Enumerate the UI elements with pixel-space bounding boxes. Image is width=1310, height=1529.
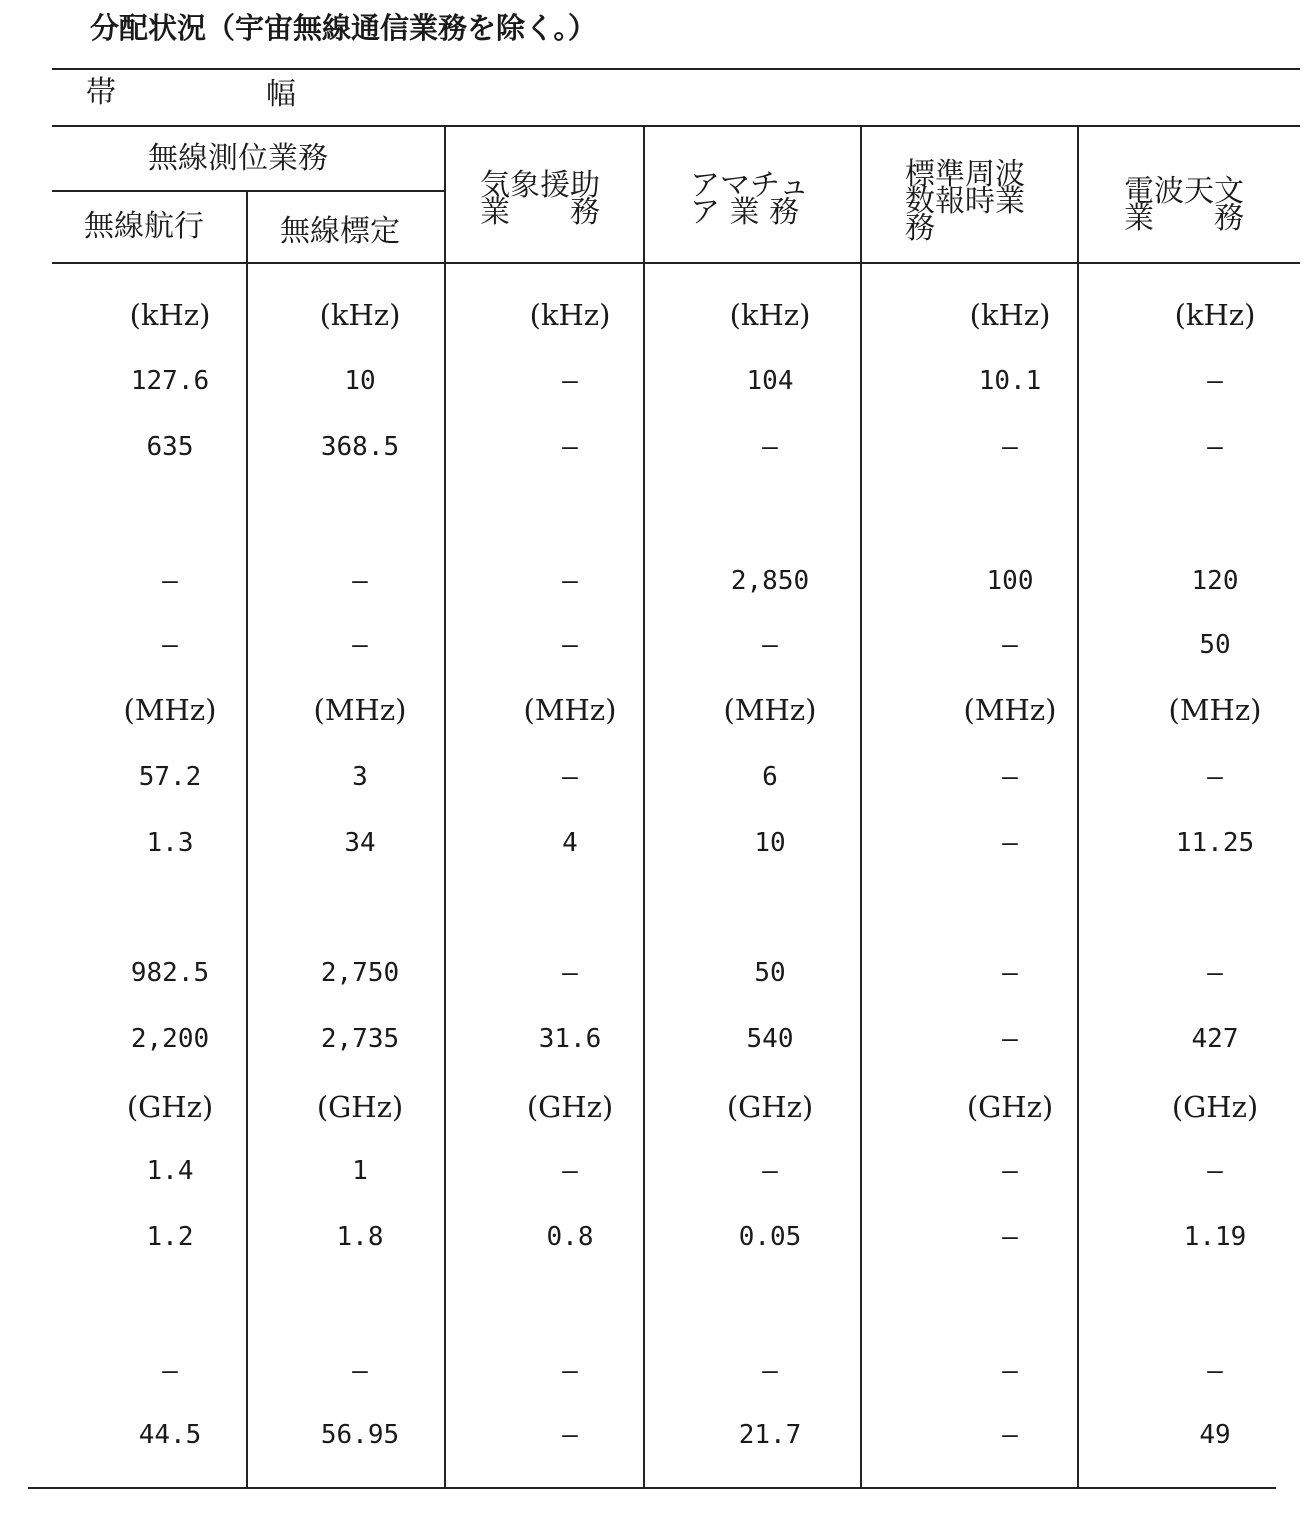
band-header-rule (52, 125, 1300, 127)
table-cell: 982.5 (130, 958, 210, 988)
unit-label: (kHz) (529, 298, 611, 332)
table-cell: 100 (986, 566, 1034, 596)
table-cell: 2,735 (320, 1024, 400, 1054)
table-cell: 44.5 (138, 1420, 202, 1450)
table-cell: — (1207, 762, 1223, 792)
unit-label: (MHz) (123, 693, 217, 727)
table-cell: — (1002, 762, 1018, 792)
table-cell: 0.8 (546, 1222, 594, 1252)
unit-label: (kHz) (129, 298, 211, 332)
header-bottom-rule (52, 262, 1300, 264)
table-cell: 2,750 (320, 958, 400, 988)
table-cell: — (1002, 958, 1018, 988)
table-cell: 10 (344, 366, 376, 396)
unit-label: (GHz) (316, 1090, 404, 1124)
band-label: 幅 (266, 77, 296, 112)
table-cell: — (1002, 1024, 1018, 1054)
table-cell: 31.6 (538, 1024, 602, 1054)
table-cell: — (1207, 958, 1223, 988)
column-divider (860, 127, 862, 1487)
table-cell: — (1002, 828, 1018, 858)
table-cell: 2,200 (130, 1024, 210, 1054)
radiodetermination-header: 無線測位業務 (148, 141, 328, 176)
page-title: 分配状況（宇宙無線通信業務を除く。） (90, 11, 597, 45)
unit-label: (MHz) (523, 693, 617, 727)
table-cell: — (352, 1356, 368, 1386)
table-cell: — (562, 566, 578, 596)
table-cell: — (352, 566, 368, 596)
unit-label: (MHz) (723, 693, 817, 727)
table-cell: — (162, 1356, 178, 1386)
table-cell: 1.8 (336, 1222, 384, 1252)
unit-label: (GHz) (526, 1090, 614, 1124)
table-cell: 10.1 (978, 366, 1042, 396)
table-cell: — (1002, 432, 1018, 462)
column-header: アマチュ ア 業 務 (690, 168, 810, 230)
unit-label: (kHz) (319, 298, 401, 332)
table-cell: — (562, 366, 578, 396)
table-cell: — (562, 762, 578, 792)
unit-label: (kHz) (969, 298, 1051, 332)
table-cell: 50 (754, 958, 786, 988)
table-cell: 49 (1199, 1420, 1231, 1450)
table-cell: 127.6 (130, 366, 210, 396)
table-cell: — (762, 630, 778, 660)
table-cell: — (1207, 366, 1223, 396)
table-cell: — (1002, 1420, 1018, 1450)
table-cell: — (562, 958, 578, 988)
table-cell: 635 (146, 432, 194, 462)
unit-label: (kHz) (1174, 298, 1256, 332)
table-cell: 10 (754, 828, 786, 858)
table-cell: 11.25 (1175, 828, 1255, 858)
unit-label: (GHz) (726, 1090, 814, 1124)
table-cell: — (562, 432, 578, 462)
table-cell: 0.05 (738, 1222, 802, 1252)
table-cell: 2,850 (730, 566, 810, 596)
column-header: 無線航行 (84, 209, 204, 244)
table-cell: 21.7 (738, 1420, 802, 1450)
unit-label: (GHz) (126, 1090, 214, 1124)
top-rule (52, 68, 1300, 70)
table-cell: 120 (1191, 566, 1239, 596)
table-cell: — (1207, 1356, 1223, 1386)
table-cell: — (162, 566, 178, 596)
column-header: 電波天文 業 務 (1124, 174, 1244, 236)
table-cell: 34 (344, 828, 376, 858)
table-bottom-rule (28, 1487, 1276, 1489)
table-cell: — (352, 630, 368, 660)
table-cell: — (762, 1356, 778, 1386)
column-header: 標準周波 数報時業 務 (905, 157, 1025, 246)
table-cell: — (562, 1420, 578, 1450)
unit-label: (GHz) (1171, 1090, 1259, 1124)
table-cell: — (1002, 1222, 1018, 1252)
column-header: 無線標定 (280, 214, 400, 249)
table-cell: 56.95 (320, 1420, 400, 1450)
table-cell: 540 (746, 1024, 794, 1054)
table-cell: — (562, 1156, 578, 1186)
table-cell: — (562, 630, 578, 660)
table-cell: — (1207, 1156, 1223, 1186)
table-cell: 57.2 (138, 762, 202, 792)
table-cell: — (762, 432, 778, 462)
column-divider (444, 127, 446, 1487)
table-cell: 1.4 (146, 1156, 194, 1186)
unit-label: (MHz) (313, 693, 407, 727)
table-cell: 1.3 (146, 828, 194, 858)
table-cell: — (1207, 432, 1223, 462)
table-cell: — (1002, 1356, 1018, 1386)
table-cell: — (762, 1156, 778, 1186)
unit-label: (GHz) (966, 1090, 1054, 1124)
table-cell: — (562, 1356, 578, 1386)
table-cell: 427 (1191, 1024, 1239, 1054)
table-cell: 1.19 (1183, 1222, 1247, 1252)
column-header: 気象援助 業 務 (480, 168, 600, 230)
table-cell: 1 (352, 1156, 368, 1186)
table-cell: — (162, 630, 178, 660)
table-cell: 3 (352, 762, 368, 792)
table-cell: 50 (1199, 630, 1231, 660)
unit-label: (kHz) (729, 298, 811, 332)
column-divider (1077, 127, 1079, 1487)
table-cell: 4 (562, 828, 578, 858)
band-label: 帯 (86, 75, 116, 110)
unit-label: (MHz) (963, 693, 1057, 727)
table-cell: 104 (746, 366, 794, 396)
radiodetermination-rule (52, 190, 444, 192)
table-cell: — (1002, 630, 1018, 660)
table-cell: 6 (762, 762, 778, 792)
column-divider (643, 127, 645, 1487)
unit-label: (MHz) (1168, 693, 1262, 727)
table-cell: — (1002, 1156, 1018, 1186)
table-cell: 1.2 (146, 1222, 194, 1252)
table-cell: 368.5 (320, 432, 400, 462)
